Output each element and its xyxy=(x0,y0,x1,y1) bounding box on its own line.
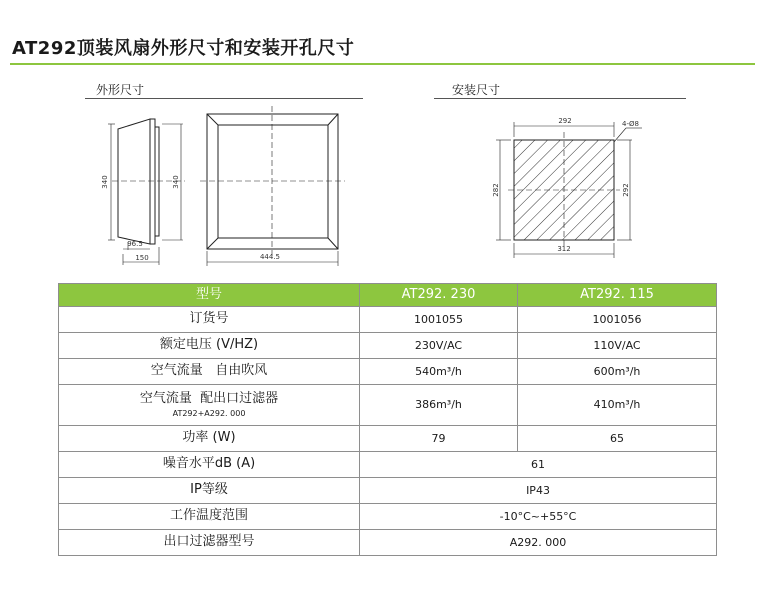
row-value: 600m³/h xyxy=(518,359,717,385)
front-view-drawing xyxy=(200,106,345,266)
row-label: 出口过滤器型号 xyxy=(59,530,360,556)
header-model: 型号 xyxy=(59,284,360,307)
table-row xyxy=(59,478,717,504)
page-title: AT292顶装风扇外形尺寸和安装开孔尺寸 xyxy=(12,38,355,59)
dim-cutout-left: 282 xyxy=(492,183,500,197)
row-label-cell xyxy=(59,385,360,426)
table-row xyxy=(59,359,717,385)
row-value: 230V/AC xyxy=(360,333,518,359)
dim-depth-small: 96.5 xyxy=(127,240,143,248)
table-row xyxy=(59,333,717,359)
row-value: 79 xyxy=(360,426,518,452)
table-row xyxy=(59,307,717,333)
header-at292-230: AT292. 230 xyxy=(360,284,518,307)
dim-cutout-right: 292 xyxy=(622,183,630,197)
row-label: IP等级 xyxy=(59,478,360,504)
row-value: 386m³/h xyxy=(360,385,518,426)
row-value: A292. 000 xyxy=(360,530,717,556)
table-row xyxy=(59,504,717,530)
row-label: 功率 (W) xyxy=(59,426,360,452)
row-value: 410m³/h xyxy=(518,385,717,426)
row-value: 110V/AC xyxy=(518,333,717,359)
row-label: 空气流量 自由吹风 xyxy=(59,359,360,385)
row-value: 540m³/h xyxy=(360,359,518,385)
row-sublabel: AT292+A292. 000 xyxy=(172,408,246,418)
row-label: 空气流量 配出口过滤器 xyxy=(139,391,279,407)
dim-cutout-top: 292 xyxy=(558,117,572,125)
table-header-row xyxy=(59,284,717,307)
row-label: 噪音水平dB (A) xyxy=(59,452,360,478)
row-label: 订货号 xyxy=(59,307,360,333)
row-value: 1001055 xyxy=(360,307,518,333)
cutout-drawing xyxy=(496,122,642,258)
table-row xyxy=(59,426,717,452)
table-row xyxy=(59,530,717,556)
dim-cutout-holes: 4-Ø8 xyxy=(622,120,639,128)
side-view-drawing xyxy=(108,119,185,265)
row-label: 额定电压 (V/HZ) xyxy=(59,333,360,359)
row-value: 1001056 xyxy=(518,307,717,333)
dim-height-right: 340 xyxy=(172,175,180,189)
dim-height-left: 340 xyxy=(101,175,109,189)
row-value: -10°C~+55°C xyxy=(360,504,717,530)
outline-heading: 外形尺寸 xyxy=(96,83,145,97)
table-row xyxy=(59,452,717,478)
dim-width: 444.5 xyxy=(259,253,281,261)
header-at292-115: AT292. 115 xyxy=(518,284,717,307)
spec-table xyxy=(58,283,717,556)
row-value: IP43 xyxy=(360,478,717,504)
table-row xyxy=(59,385,717,426)
dim-depth-total: 150 xyxy=(135,254,149,262)
cutout-heading: 安装尺寸 xyxy=(452,83,501,97)
row-label: 工作温度范围 xyxy=(59,504,360,530)
dim-cutout-bottom: 312 xyxy=(557,245,571,253)
row-value: 61 xyxy=(360,452,717,478)
row-value: 65 xyxy=(518,426,717,452)
